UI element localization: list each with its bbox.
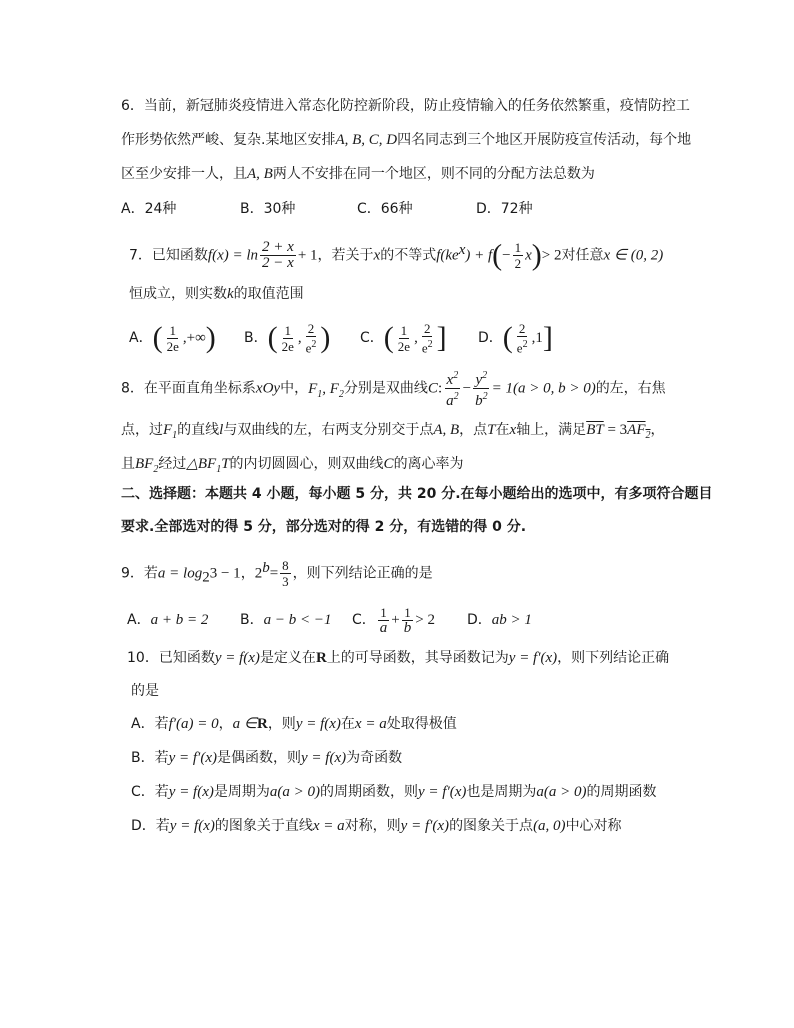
q10-line1-d: ，则下列结论正确 xyxy=(557,650,670,666)
q9-text-a: 9．若 xyxy=(121,565,158,582)
q7-text-a: 7．已知函数 xyxy=(129,247,208,264)
q7-option-c: C．( $\frac{1}{2e}$ , $\frac{2}{e^2}$ ] xyxy=(360,320,447,356)
q10-a-d: 在 xyxy=(340,716,355,732)
q7-opt-b-label: B． xyxy=(244,330,268,346)
q10-a-b: ， xyxy=(218,716,233,732)
q8-line3-b: 经过 xyxy=(158,456,187,472)
q7-ineq4: > 2 xyxy=(541,247,562,264)
q9-expr2: 2 xyxy=(254,565,263,582)
q7-ineq2: ) + f xyxy=(465,247,493,264)
q10-line1 xyxy=(127,648,669,668)
q7-half xyxy=(513,240,524,271)
q6-line2 xyxy=(121,130,691,150)
q10-yfpx: y = f′(x) xyxy=(508,650,558,666)
q8-eq-end: = 1(a > 0, b > 0) xyxy=(491,380,596,397)
q8-text-b: 中， xyxy=(280,380,309,397)
q9-option-b xyxy=(240,602,331,638)
q7-frac-den: 2 − x xyxy=(262,255,294,272)
q9-opt-c-tail: > 2 xyxy=(415,612,435,628)
q9-text-b: ，则下列结论正确的是 xyxy=(292,565,433,582)
q10-b-c: 为奇函数 xyxy=(346,750,403,766)
q7-line2-b: 的取值范围 xyxy=(233,286,304,302)
q10-option-c xyxy=(131,782,657,802)
q8-line2: 点，过$F_1$的直线l与双曲线的左，右两支分别交于点A, B，点T在x轴上，满足$\overline{BT} = 3AF_2$， xyxy=(121,422,665,441)
q9-frac-den: 3 xyxy=(282,574,289,590)
q10-option-b xyxy=(131,748,402,768)
q7-half-den: 2 xyxy=(514,256,522,272)
q8-text-c: 分别是双曲线 xyxy=(343,380,428,397)
q10-b-a: B．若 xyxy=(131,750,169,766)
q9-sup-b: b xyxy=(262,560,270,576)
q7-fx: f(x) = ln xyxy=(207,247,259,264)
q10-a-m3: y = f(x) xyxy=(295,716,341,732)
q10-c-m1: y = f(x) xyxy=(168,784,214,800)
q10-option-d xyxy=(131,816,622,836)
q10-c-a: C．若 xyxy=(131,784,169,800)
q8-text-a: 8．在平面直角坐标系 xyxy=(121,380,256,397)
section2-heading-line2: 要求.全部选对的得 5 分，部分选对的得 2 分，有选错的得 0 分. xyxy=(121,519,527,535)
q9-opt-a-math: a + b = 2 xyxy=(150,612,209,628)
q10-d-c: 对称，则 xyxy=(344,818,401,834)
q6-line3-math: A, B xyxy=(247,166,273,182)
q9-line1: 9．若$a = \log_23 - 1$，$2^b=$ $\frac{8}{3}$ ，则下列结论正确的是 xyxy=(121,558,433,590)
q8-line2-b: 的直线 xyxy=(177,422,220,438)
q6-line3-text-b: 两人不安排在同一个地区，则不同的分配方法总数为 xyxy=(272,166,595,182)
q10-b-m2: y = f(x) xyxy=(301,750,347,766)
q7-ineq1: f(ke xyxy=(436,247,459,264)
q10-line1-c: 上的可导函数，其导函数记为 xyxy=(326,650,509,666)
q8-line2-e: 在 xyxy=(495,422,510,438)
q8-line3-c: 的内切圆圆心，则双曲线 xyxy=(229,456,384,472)
q10-a-m4: x = a xyxy=(354,716,387,732)
q10-d-m1: y = f(x) xyxy=(169,818,215,834)
q7-frac-num: 2 + x xyxy=(262,239,294,256)
q7-opt-d-label: D． xyxy=(478,330,503,346)
q8-T: T xyxy=(487,422,496,438)
q10-a-m1: f′(a) = 0 xyxy=(168,716,219,732)
q10-R: R xyxy=(315,650,327,666)
q6-option-d: D．72种 xyxy=(476,201,533,217)
q10-a-c: ，则 xyxy=(267,716,296,732)
q6-option-b: B．30种 xyxy=(240,201,296,217)
q9-eq: = xyxy=(269,565,279,582)
q7-text-b: ，若关于 xyxy=(317,247,374,264)
q6-line2-text-b: 四名同志到三个地区开展防疫宣传活动，每个地 xyxy=(397,132,692,148)
q7-plus1: + 1 xyxy=(297,247,318,264)
q9-option-d xyxy=(467,602,532,638)
q8-xoy: xOy xyxy=(255,380,281,397)
q7-option-d: D．( $\frac{2}{e^2}$ ,1] xyxy=(478,320,553,356)
q6-line2-text-a: 作形势依然严峻、复杂.某地区安排 xyxy=(121,132,336,148)
q7-domain: x ∈ (0, 2) xyxy=(603,247,664,264)
q10-d-m2: x = a xyxy=(312,818,345,834)
q9-option-a xyxy=(127,602,208,638)
q8-line3-a: 且 xyxy=(121,456,135,472)
q10-d-e: 中心对称 xyxy=(565,818,622,834)
q10-c-e: 的周期函数 xyxy=(586,784,657,800)
q10-line1-a: 10．已知函数 xyxy=(127,650,215,666)
q10-c-m2: a(a > 0) xyxy=(269,784,321,800)
q10-b-b: 是偶函数，则 xyxy=(217,750,301,766)
q9-opt-b-label: B． xyxy=(240,612,264,628)
q9-opt-b-math: a − b < −1 xyxy=(263,612,332,628)
q8-line3-d: 的离心率为 xyxy=(393,456,464,472)
q7-opt-c-label: C． xyxy=(360,330,384,346)
q7-line1: 7．已知函数f(x) = ln $\frac{2 + x}{2 - x}$ + 1，若关于x的不等式$f(ke^x) + f(-$ $\frac{1}{2}$ x)> 2对任意x ∈ (0, 2) xyxy=(129,238,664,272)
q8-line2-d: ，点 xyxy=(459,422,488,438)
q8-AB: A, B xyxy=(433,422,460,438)
q8-text-d: 的左，右焦 xyxy=(595,380,666,397)
q8-line2-f: 轴上，满足 xyxy=(516,422,587,438)
q8-C: C xyxy=(427,380,438,397)
q9-opt-c-label: C． xyxy=(352,612,376,628)
q10-d-b: 的图象关于直线 xyxy=(214,818,313,834)
q8-f12: $F_1$, $F_2$ xyxy=(308,380,344,400)
q10-c-b: 是周期为 xyxy=(213,784,270,800)
q10-d-m3: y = f′(x) xyxy=(400,818,450,834)
q8-line2-a: 点，过 xyxy=(121,422,163,438)
q10-a-e: 处取得极值 xyxy=(386,716,457,732)
q6-option-c: C．66种 xyxy=(357,201,413,217)
q10-yfx: y = f(x) xyxy=(214,650,260,666)
q9-opt-a-label: A． xyxy=(127,612,151,628)
q9-option-c: C． $\frac{1}{a}$ + $\frac{1}{b}$ > 2 xyxy=(352,604,435,636)
section2-heading-line1: 二、选择题：本题共 4 小题，每小题 5 分，共 20 分.在每小题给出的选项中，有多项符合题目 xyxy=(121,486,713,502)
q7-fraction xyxy=(260,240,296,271)
q7-half-num: 1 xyxy=(514,240,522,256)
q7-x: x xyxy=(373,247,381,264)
q8-line2-c: 与双曲线的左，右两支分别交于点 xyxy=(223,422,434,438)
q7-text-c: 的不等式 xyxy=(380,247,437,264)
q10-d-a: D．若 xyxy=(131,818,170,834)
q10-c-m3: y = f′(x) xyxy=(418,784,467,800)
q10-a-m2: a ∈ xyxy=(232,716,257,732)
q8-l: l xyxy=(219,422,224,438)
q10-line2: 的是 xyxy=(131,683,159,699)
q10-a-a: A．若 xyxy=(131,716,169,732)
q9-frac-num: 8 xyxy=(282,558,289,574)
q10-option-a: A．若f′(a) = 0，a ∈R，则y = f(x)在x = a处取得极值 xyxy=(131,716,457,732)
q6-line3 xyxy=(121,164,595,184)
q8-line3: 且$BF_2$经过$\triangle BF_1T$的内切圆圆心，则双曲线C的离心率为 xyxy=(121,456,464,475)
q7-option-a: A．( $\frac{1}{2e}$ ,+∞) xyxy=(129,321,216,354)
q10-d-m4: (a, 0) xyxy=(533,818,566,834)
q6-line3-text-a: 区至少安排一人，且 xyxy=(121,166,247,182)
q9-opt-d-label: D． xyxy=(467,612,492,628)
q8-line1: 8．在平面直角坐标系xOy中，$F_1$, $F_2$分别是双曲线C: $\frac{x^2}{a^2}$ − $\frac{y^2}{b^2}$ = 1(a > 0, b > 0)的左，右焦 xyxy=(121,370,666,409)
q7-ineq3: x xyxy=(525,247,532,264)
q7-option-b: B．( $\frac{1}{2e}$ , $\frac{2}{e^2}$ ) xyxy=(244,320,331,356)
q8-x: x xyxy=(509,422,517,438)
q7-line2-a: 恒成立，则实数 xyxy=(129,286,227,302)
q10-d-d: 的图象关于点 xyxy=(449,818,534,834)
q10-c-c: 的周期函数，则 xyxy=(320,784,419,800)
q7-opt-a-label: A． xyxy=(129,330,153,346)
q6-option-a: A．24种 xyxy=(121,201,177,217)
q10-line1-b: 是定义在 xyxy=(259,650,316,666)
q9-expr1: a = log xyxy=(157,565,203,582)
q10-b-m1: y = f′(x) xyxy=(168,750,217,766)
q6-line1: 6．当前，新冠肺炎疫情进入常态化防控新阶段，防止疫情输入的任务依然繁重，疫情防控工 xyxy=(121,98,690,114)
q9-opt-d-math: ab > 1 xyxy=(491,612,532,628)
q7-k: k xyxy=(227,286,234,302)
q7-line2 xyxy=(129,284,304,304)
q10-c-m4: a(a > 0) xyxy=(536,784,587,800)
q7-ineq-sup: x xyxy=(458,242,466,258)
q9-expr1b: 3 − 1 xyxy=(209,565,241,582)
q9-comma: ， xyxy=(240,565,255,582)
q10-c-d: 也是周期为 xyxy=(466,784,537,800)
q7-text-d: 对任意 xyxy=(561,247,604,264)
q6-line2-math: A, B, C, D xyxy=(335,132,398,148)
